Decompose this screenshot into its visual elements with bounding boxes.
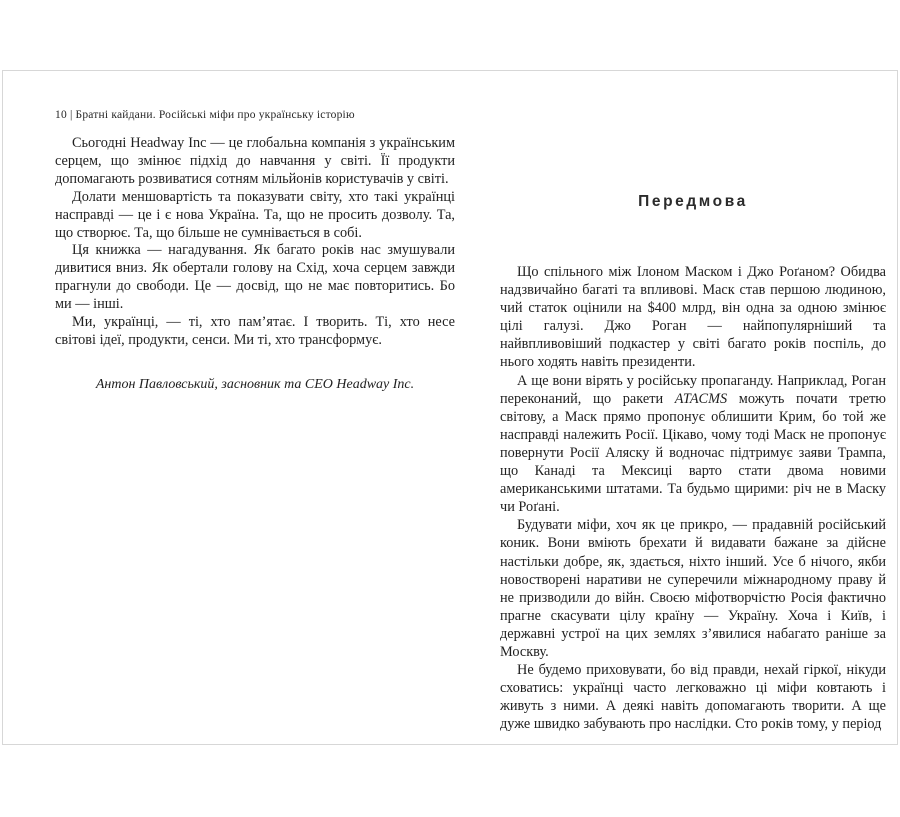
- book-spread: [2, 70, 898, 745]
- right-page-body: [500, 263, 886, 733]
- author-signature: Антон Павловський, засновник та CEO Headway Inc.: [95, 376, 415, 392]
- paragraph: Ця книжка — нагадування. Як багато років нас змушували дивитися вниз. Як обертали голову на Схід, хоча серцем завжди прагнули до свободи. Це — досвід, що не має повторитись. Бо ми — інші.: [55, 242, 455, 313]
- paragraph: Не будемо приховувати, бо від правди, нехай гіркої, нікуди сховатись: українці часто легковажно ці міфи ковтають і живуть з ними. А деякі навіть допомагають творити. А ще дуже швидко забувають про наслідки. Сто років тому, у період: [500, 662, 886, 733]
- running-head: 10 | Братні кайдани. Російські міфи про українську історію: [55, 109, 355, 121]
- chapter-title: Передмова: [638, 193, 748, 210]
- paragraph: Долати меншовартість та показувати світу, хто такі українці насправді — це і є нова Україна. Та, що не просить дозволу. Та, що створює. Та, що більше не сумнівається в собі.: [55, 188, 455, 241]
- paragraph: Що спільного між Ілоном Маском і Джо Роґаном? Обидва надзвичайно багаті та впливові. Маск став першою людиною, чий статок оцінили на $400 млрд, він одна за одною змінює цілі галузі. Джо Роган — найпопулярніший та найвпливовіший подкастер у світі багато років поспіль, до нього ходять навіть президенти.: [500, 264, 886, 371]
- paragraph: Ми, українці, — ті, хто пам’ятає. І творить. Ті, хто несе світові ідеї, продукти, сенси. Ми ті, хто трансформує.: [55, 314, 455, 348]
- left-page-body: [55, 135, 455, 394]
- paragraph: Сьогодні Headway Inc — це глобальна компанія з українським серцем, що змінює підхід до навчання у світі. Її продукти допомагають розвиватися сотням мільйонів користувачів у світі.: [55, 135, 455, 187]
- paragraph: А ще вони вірять у російську пропаганду. Наприклад, Роган переконаний, що ракети ATACMS можуть почати третю світову, а Маск прямо пропонує облишити Крим, бо той же насправді належить Росії. Цікаво, чому тоді Маск не пропонує повернути Росії Аляску й водночас підтримує заяви Трампа, що Канаді та Мексиці варто стати двома новими американськими штатами. Та будьмо щирими: річ не в Маску чи Роґані.: [500, 372, 886, 516]
- paragraph: Будувати міфи, хоч як це прикро, — прадавній російський коник. Вони вміють брехати й видавати бажане за дійсне настільки добре, як, здається, ніхто інший. Усе б нічого, якби новостворені наративи не суперечили міжнародному праву й не призводили до війн. Своєю міфотворчістю Росія фактично прагне скасувати цілу країну — Україну. Хоча і Київ, і державні устрої на цих землях з’явилися набагато раніше за Москву.: [500, 517, 886, 660]
